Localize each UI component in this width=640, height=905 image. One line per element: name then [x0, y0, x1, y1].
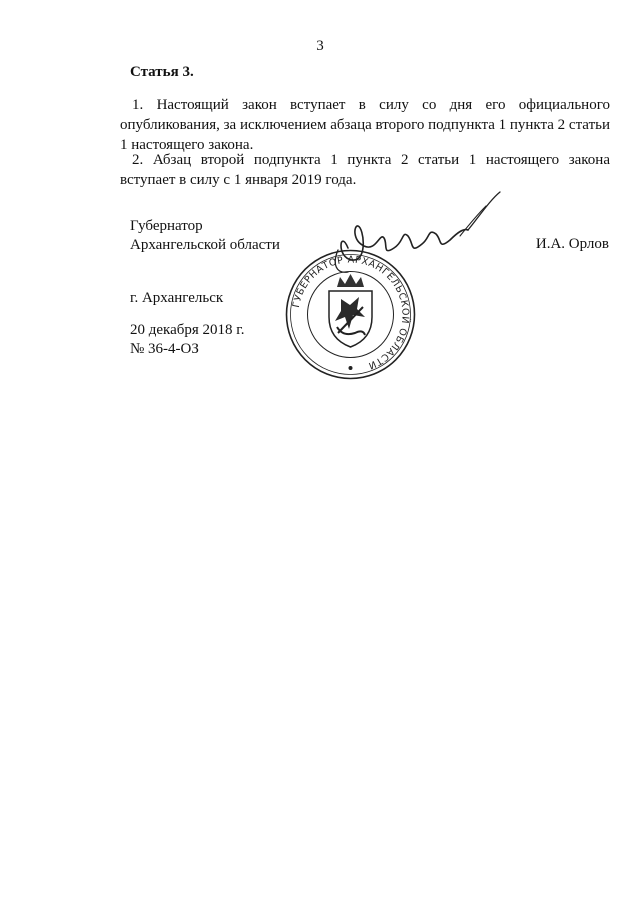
- handwritten-signature: [318, 188, 508, 278]
- signatory-position-line1: Губернатор: [130, 218, 203, 234]
- signatory-position: [130, 217, 280, 255]
- paragraph-1: 1. Настоящий закон вступает в силу со дня его официального опубликования, за исключением абзаца второго подпункта 1 пункта 2 статьи 1 настоящего закона.: [120, 97, 611, 153]
- date: 20 декабря 2018 г.: [130, 322, 245, 338]
- paragraph-2: 2. Абзац второй подпункта 1 пункта 2 статьи 1 настоящего закона вступает в силу с 1 января 2019 года.: [120, 152, 610, 188]
- signatory-name: И.А. Орлов: [535, 236, 609, 252]
- document-number: № 36-4-ОЗ: [130, 341, 199, 357]
- page-number: 3: [316, 38, 324, 54]
- signatory-position-line2: Архангельской области: [130, 237, 280, 253]
- place: г. Архангельск: [130, 290, 224, 306]
- article-title: Статья 3.: [130, 64, 194, 80]
- seal-ring-text: ГУБЕРНАТОР АРХАНГЕЛЬСКОЙ ОБЛАСТИ: [290, 254, 411, 372]
